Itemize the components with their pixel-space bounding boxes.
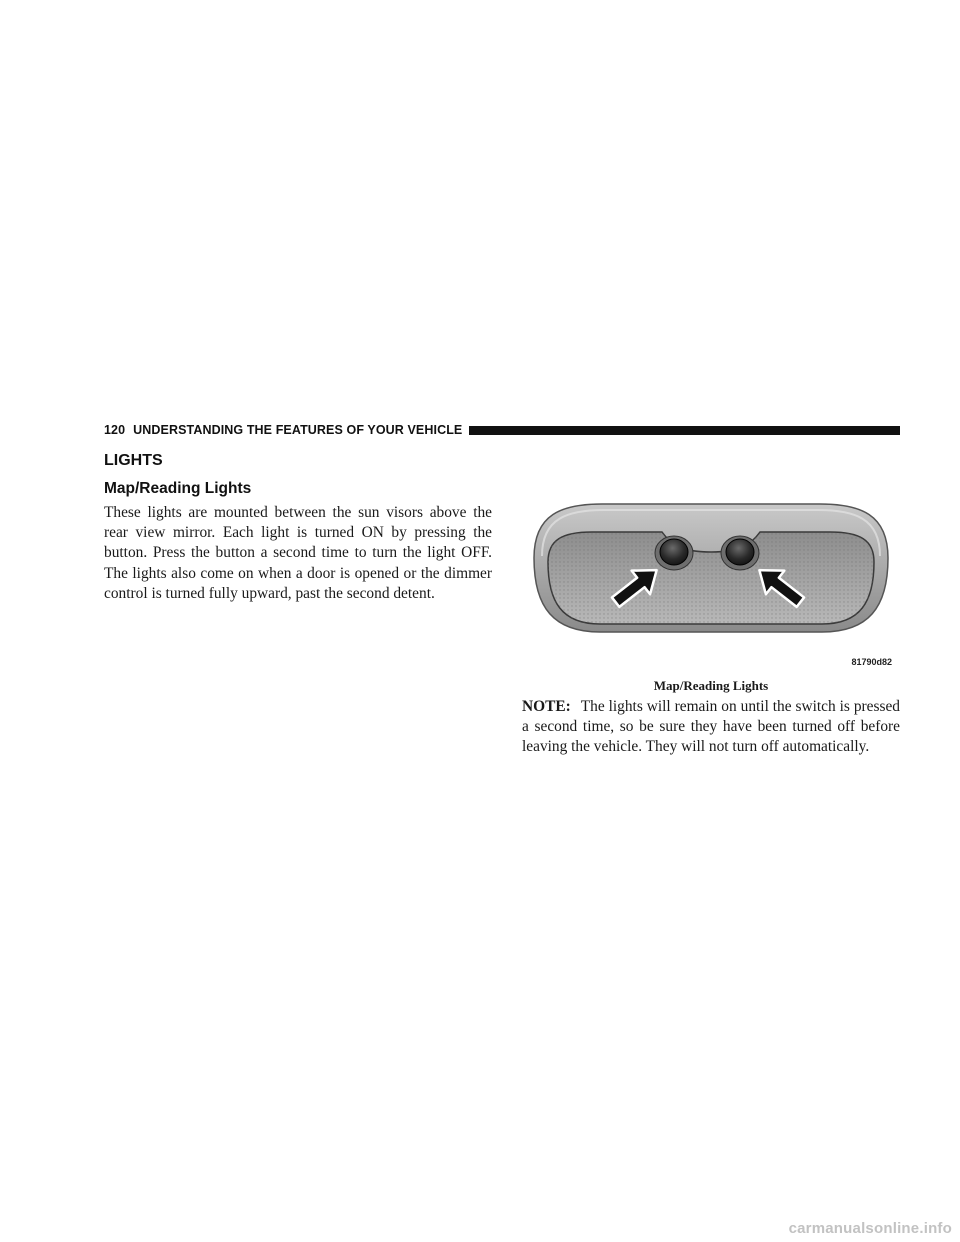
- watermark-text: carmanualsonline.info: [788, 1220, 952, 1237]
- figure-code: 81790d82: [851, 657, 892, 667]
- header-rule: [469, 426, 900, 435]
- note-label: NOTE:: [522, 698, 571, 715]
- body-paragraph: These lights are mounted between the sun visors above the rear view mirror. Each light is turned ON by pressing the button. Press the button a second time to turn the light OFF. The lights also come on when a door is opened or the dimmer control is turned fully upward, past the second detent.: [104, 504, 492, 602]
- overhead-console-illustration: [522, 496, 900, 668]
- figure-caption: Map/Reading Lights: [653, 678, 769, 693]
- left-light-button: [660, 539, 688, 565]
- note-paragraph: [522, 697, 900, 758]
- page-header: [104, 421, 900, 439]
- map-reading-lights-figure: [522, 496, 900, 668]
- header-chapter-title: UNDERSTANDING THE FEATURES OF YOUR VEHICLE: [133, 423, 463, 437]
- subsection-title: Map/Reading Lights: [104, 480, 252, 497]
- header-page-number: 120: [104, 423, 126, 437]
- note-text: The lights will remain on until the switch is pressed a second time, so be sure they have been turned off before leaving the vehicle. They will not turn off automatically.: [522, 698, 900, 756]
- right-light-button: [726, 539, 754, 565]
- section-title: LIGHTS: [104, 452, 163, 469]
